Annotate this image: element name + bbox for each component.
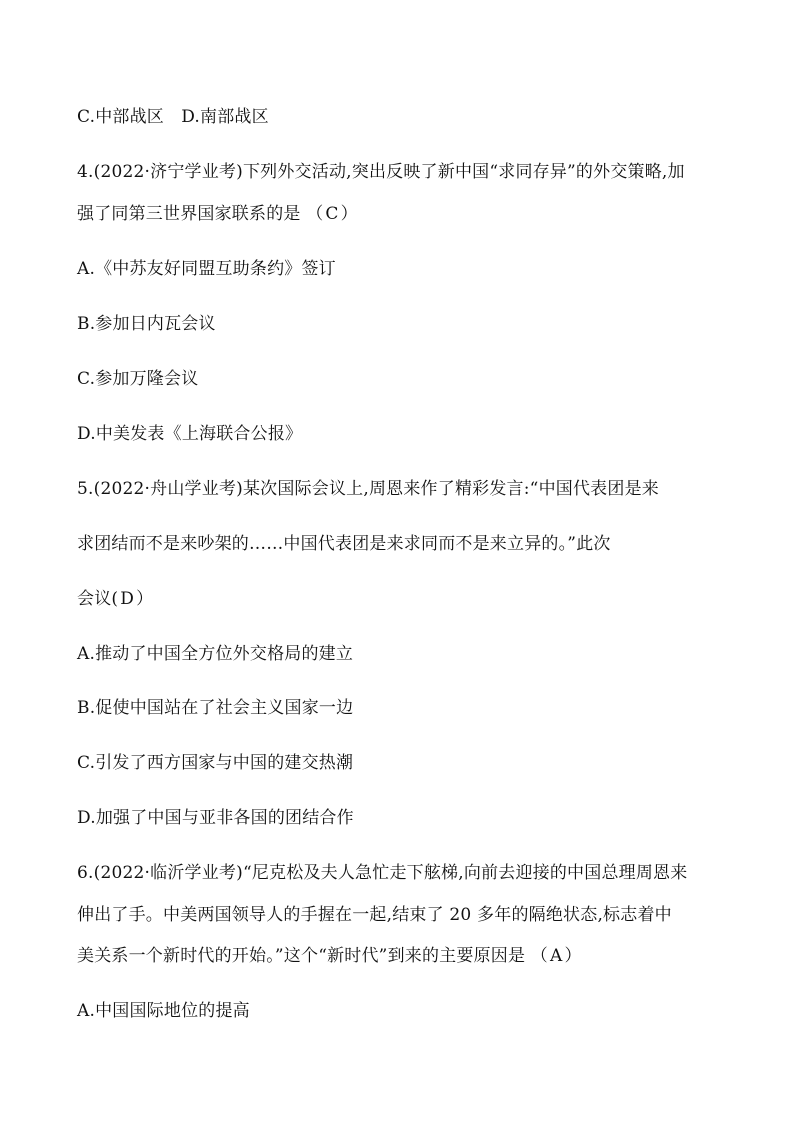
q6-stem-line3 [77, 945, 582, 967]
q6-stem-line2: 伸出了手。中美两国领导人的手握在一起,结束了 20 多年的隔绝状态,标志着中 [77, 905, 672, 925]
q5-answer: D [120, 589, 135, 609]
q5-option-d: D.加强了中国与亚非各国的团结合作 [77, 808, 354, 828]
q4-close-paren: ） [340, 204, 358, 224]
q5-stem-line1: 5.(2022·舟山学业考)某次国际会议上,周恩来作了精彩发言:“中国代表团是来 [77, 479, 659, 499]
q5-option-a: A.推动了中国全方位外交格局的建立 [77, 644, 354, 664]
q6-stem-text: 美关系一个新时代的开始。”这个“新时代”到来的主要原因是 （ [77, 946, 548, 966]
q4-option-d: D.中美发表《上海联合公报》 [77, 424, 303, 444]
q4-stem-text: 强了同第三世界国家联系的是 （ [77, 204, 324, 224]
q4-option-b: B.参加日内瓦会议 [77, 314, 216, 334]
q5-option-c: C.引发了西方国家与中国的建交热潮 [77, 753, 354, 773]
q5-close-paren: ） [136, 589, 154, 609]
q4-answer: C [325, 204, 339, 224]
q3-option-cd: C.中部战区 D.南部战区 [77, 107, 269, 127]
q5-option-b: B.促使中国站在了社会主义国家一边 [77, 698, 354, 718]
q4-stem-line1: 4.(2022·济宁学业考)下列外交活动,突出反映了新中国“求同存异”的外交策略,加 [77, 162, 685, 182]
q5-stem-line2: 求团结而不是来吵架的……中国代表团是来求同而不是来立异的。”此次 [77, 534, 611, 554]
q6-answer: A [549, 946, 563, 966]
q4-stem-line2 [77, 203, 358, 225]
q5-stem-text: 会议( [77, 589, 119, 609]
q6-option-a: A.中国国际地位的提高 [77, 1001, 250, 1021]
q4-option-c: C.参加万隆会议 [77, 369, 199, 389]
q4-option-a: A.《中苏友好同盟互助条约》签订 [77, 259, 336, 279]
q5-stem-line3 [77, 588, 153, 610]
q6-stem-line1: 6.(2022·临沂学业考)“尼克松及夫人急忙走下舷梯,向前去迎接的中国总理周恩来 [77, 863, 688, 883]
q6-close-paren: ） [564, 946, 582, 966]
